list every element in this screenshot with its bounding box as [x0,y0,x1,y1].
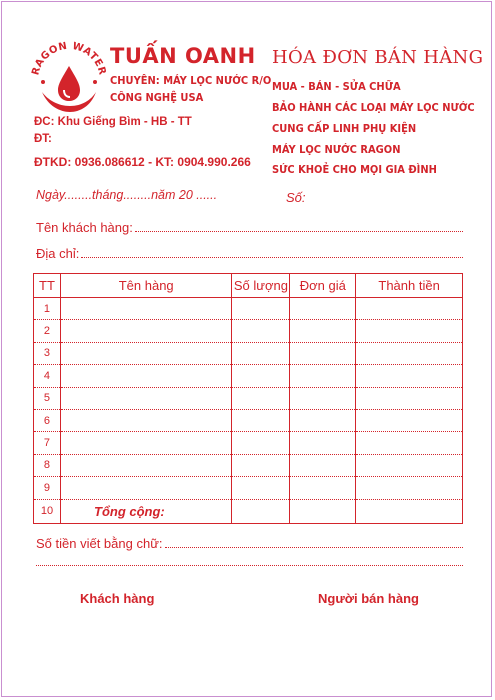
table-row [34,365,463,387]
row-number: 4 [34,365,61,387]
table-header-row [34,274,463,298]
phone-label: ĐT: [34,133,52,145]
address-field[interactable] [36,246,463,261]
item-name-cell[interactable] [60,365,231,387]
invoice-title: HÓA ĐƠN BÁN HÀNG [272,47,484,68]
total-amount-cell[interactable] [356,499,463,523]
quantity-cell[interactable] [232,342,290,364]
quantity-cell[interactable] [232,454,290,476]
quantity-cell[interactable] [232,432,290,454]
amount-cell[interactable] [356,365,463,387]
quantity-cell[interactable] [232,320,290,342]
row-number: 7 [34,432,61,454]
item-name-cell[interactable] [60,342,231,364]
amount-cell[interactable] [356,432,463,454]
unit-price-cell[interactable] [290,409,356,431]
row-number: 3 [34,342,61,364]
service-line: CUNG CẤP LINH PHỤ KIỆN [272,122,417,135]
unit-price-cell[interactable] [290,477,356,499]
dotted-line [36,565,463,566]
amount-cell[interactable] [356,298,463,320]
amount-in-words-label: Số tiền viết bằng chữ: [36,536,163,551]
table-row [34,432,463,454]
table-row [34,454,463,476]
header-tt: TT [34,274,61,298]
unit-price-cell[interactable] [290,342,356,364]
dotted-line [135,231,463,232]
unit-price-cell[interactable] [290,298,356,320]
item-name-cell[interactable] [60,298,231,320]
service-line: MUA - BÁN - SỬA CHỮA [272,80,401,93]
table-row [34,342,463,364]
svg-text:RAGON WATER: RAGON WATER [30,40,108,77]
table-row [34,387,463,409]
unit-price-cell[interactable] [290,432,356,454]
unit-price-cell[interactable] [290,365,356,387]
row-number: 9 [34,477,61,499]
quantity-cell[interactable] [232,477,290,499]
row-number: 10 [34,499,61,523]
table-row [34,409,463,431]
row-number: 2 [34,320,61,342]
invoice-number-label: Số: [286,190,306,205]
amount-cell[interactable] [356,342,463,364]
items-table [33,273,463,524]
table-row [34,320,463,342]
service-line: MÁY LỌC NƯỚC RAGON [272,143,401,156]
ragon-water-logo [28,36,110,116]
amount-cell[interactable] [356,454,463,476]
table-row [34,298,463,320]
date-line: Ngày........tháng........năm 20 ...... [36,188,218,202]
quantity-cell[interactable] [232,499,290,523]
row-number: 1 [34,298,61,320]
quantity-cell[interactable] [232,409,290,431]
total-label: Tổng cộng: [94,504,165,519]
header-unit-price: Đơn giá [290,274,356,298]
item-name-cell[interactable] [60,387,231,409]
quantity-cell[interactable] [232,387,290,409]
item-name-cell[interactable] [60,454,231,476]
phone-numbers: ĐTKD: 0936.086612 - KT: 0904.990.266 [34,155,251,169]
item-name-cell[interactable] [60,320,231,342]
item-name-cell[interactable] [60,409,231,431]
dotted-line [81,257,463,258]
item-name-cell[interactable] [60,432,231,454]
buyer-signature-label: Khách hàng [80,591,155,606]
service-line: SỨC KHOẺ CHO MỌI GIA ĐÌNH [272,163,437,176]
quantity-cell[interactable] [232,298,290,320]
unit-price-cell[interactable] [290,387,356,409]
customer-name-field[interactable] [36,220,463,235]
tagline-1: CHUYÊN: MÁY LỌC NƯỚC R/O [110,74,272,87]
amount-cell[interactable] [356,477,463,499]
seller-signature-label: Người bán hàng [318,591,419,606]
row-number: 8 [34,454,61,476]
amount-cell[interactable] [356,387,463,409]
amount-in-words-field[interactable] [36,536,463,551]
amount-cell[interactable] [356,409,463,431]
header-quantity: Số lượng [232,274,290,298]
table-row [34,477,463,499]
dotted-line [165,547,463,548]
amount-cell[interactable] [356,320,463,342]
address-label: Địa chỉ: [36,246,80,261]
service-line: BẢO HÀNH CÁC LOẠI MÁY LỌC NƯỚC [272,101,475,114]
customer-name-label: Tên khách hàng: [36,220,133,235]
unit-price-cell[interactable] [290,499,356,523]
unit-price-cell[interactable] [290,454,356,476]
row-number: 6 [34,409,61,431]
header-amount: Thành tiền [356,274,463,298]
unit-price-cell[interactable] [290,320,356,342]
header-item-name: Tên hàng [60,274,231,298]
item-name-cell[interactable] [60,477,231,499]
row-number: 5 [34,387,61,409]
tagline-2: CÔNG NGHỆ USA [110,91,204,104]
shop-name: TUẤN OANH [110,44,256,68]
address-line: ĐC: Khu Giếng Bìm - HB - TT [34,116,192,128]
quantity-cell[interactable] [232,365,290,387]
